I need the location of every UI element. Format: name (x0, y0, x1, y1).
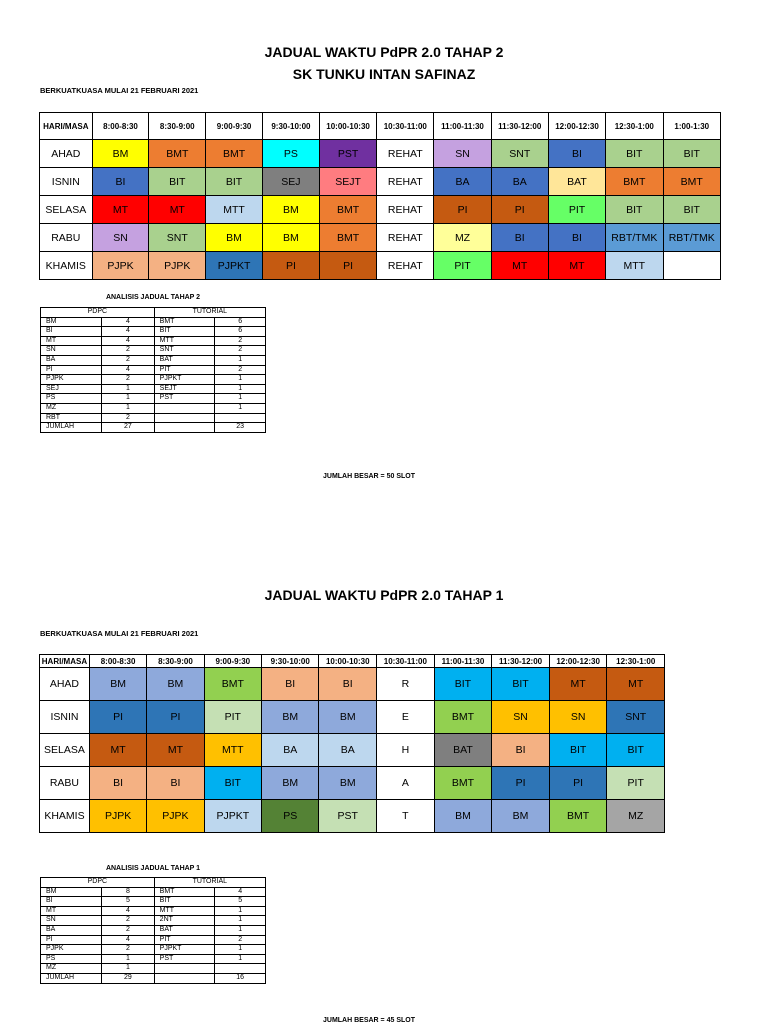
subject-cell: BA (491, 168, 548, 196)
pdpc-count: 2 (102, 925, 154, 935)
tutorial-subject (154, 403, 215, 413)
tutorial-subject: BMT (154, 317, 215, 327)
tutorial-subject (154, 973, 215, 983)
analysis-header-row (41, 878, 266, 888)
subject-cell: BIT (663, 140, 721, 168)
tutorial-count: 1 (215, 384, 266, 394)
subject-cell: BMT (434, 701, 492, 734)
day-name: SELASA (40, 734, 90, 767)
pdpc-subject: PS (41, 954, 102, 964)
subject-cell: SN (549, 701, 607, 734)
pdpc-count: 4 (102, 935, 154, 945)
day-row (40, 800, 665, 833)
header-time-slot: 10:00-10:30 (319, 655, 377, 668)
tahap2-analysis-title: ANALISIS JADUAL TAHAP 2 (105, 294, 201, 301)
tutorial-count (215, 964, 266, 974)
tahap2-analysis-table (40, 307, 266, 433)
subject-cell: BM (492, 800, 550, 833)
subject-cell: BMT (606, 168, 663, 196)
tutorial-subject: BIT (154, 897, 215, 907)
subject-cell: BM (261, 701, 318, 734)
subject-cell: BI (319, 668, 377, 701)
subject-cell: BI (89, 767, 146, 800)
subject-cell: PI (434, 196, 491, 224)
tutorial-subject (154, 964, 215, 974)
analysis-row (41, 413, 266, 423)
tutorial-subject: SEJT (154, 384, 215, 394)
school-name: SK TUNKU INTAN SAFINAZ (292, 66, 476, 82)
subject-cell: MTT (606, 252, 663, 280)
subject-cell: PJPK (92, 252, 149, 280)
header-row (40, 655, 665, 668)
header-time-slot: 1:00-1:30 (663, 113, 721, 140)
day-name: KHAMIS (40, 800, 90, 833)
header-time-slot: 8:30-9:00 (149, 113, 206, 140)
subject-cell: BM (319, 701, 377, 734)
subject-cell: E (377, 701, 435, 734)
subject-cell: BM (262, 196, 319, 224)
header-time-slot: 11:00-11:30 (434, 113, 491, 140)
analysis-row (41, 375, 266, 385)
tahap2-effective-date: BERKUATKUASA MULAI 21 FEBRUARI 2021 (40, 86, 199, 95)
tahap1-timetable (39, 654, 665, 833)
tutorial-subject: PST (154, 394, 215, 404)
header-time-slot: 9:30-10:00 (261, 655, 318, 668)
subject-cell: BI (548, 224, 605, 252)
header-time-slot: 12:00-12:30 (548, 113, 605, 140)
analysis-row (41, 973, 266, 983)
tutorial-count (215, 413, 266, 423)
tutorial-subject: 2NT (154, 916, 215, 926)
header-row (40, 113, 721, 140)
subject-cell: PST (319, 800, 377, 833)
tutorial-count: 1 (215, 403, 266, 413)
subject-cell: MT (549, 668, 607, 701)
header-time-slot: 9:00-9:30 (206, 113, 263, 140)
subject-cell: PIT (204, 701, 261, 734)
pdpc-count: 5 (102, 897, 154, 907)
subject-cell: SN (492, 701, 550, 734)
pdpc-count: 1 (102, 403, 154, 413)
subject-cell: BIT (492, 668, 550, 701)
tahap2-timetable (39, 112, 721, 280)
subject-cell: T (377, 800, 435, 833)
subject-cell: A (377, 767, 435, 800)
subject-cell: PJPKT (206, 252, 263, 280)
subject-cell: SEJ (262, 168, 319, 196)
subject-cell: MTT (206, 196, 263, 224)
subject-cell: BMT (319, 224, 376, 252)
pdpc-header: PDPC (41, 878, 155, 888)
day-row (40, 224, 721, 252)
subject-cell: PIT (548, 196, 605, 224)
header-time-slot: 8:00-8:30 (92, 113, 149, 140)
tutorial-subject: MTT (154, 906, 215, 916)
analysis-row (41, 954, 266, 964)
pdpc-count: 4 (102, 336, 154, 346)
day-row (40, 734, 665, 767)
subject-cell: BM (89, 668, 146, 701)
header-time-slot: 10:00-10:30 (319, 113, 376, 140)
subject-cell: BA (261, 734, 318, 767)
pdpc-subject: BA (41, 355, 102, 365)
pdpc-count: 2 (102, 945, 154, 955)
subject-cell (663, 252, 721, 280)
subject-cell: REHAT (377, 196, 434, 224)
header-time-slot: 12:30-1:00 (607, 655, 665, 668)
pdpc-subject: PI (41, 935, 102, 945)
tahap1-title: JADUAL WAKTU PdPR 2.0 TAHAP 1 (264, 587, 504, 603)
analysis-row (41, 403, 266, 413)
subject-cell: BIT (549, 734, 607, 767)
pdpc-count: 27 (102, 423, 154, 433)
subject-cell: REHAT (377, 252, 434, 280)
subject-cell: PST (319, 140, 376, 168)
pdpc-count: 4 (102, 327, 154, 337)
pdpc-count: 2 (102, 916, 154, 926)
day-row (40, 252, 721, 280)
subject-cell: BI (492, 734, 550, 767)
subject-cell: BIT (607, 734, 665, 767)
pdpc-count: 29 (102, 973, 154, 983)
subject-cell: BM (206, 224, 263, 252)
day-name: RABU (40, 767, 90, 800)
analysis-row (41, 346, 266, 356)
subject-cell: BI (147, 767, 204, 800)
pdpc-count: 2 (102, 375, 154, 385)
pdpc-subject: MT (41, 906, 102, 916)
tutorial-subject: PIT (154, 365, 215, 375)
pdpc-subject: SN (41, 346, 102, 356)
tutorial-subject: PIT (154, 935, 215, 945)
day-name: ISNIN (40, 701, 90, 734)
day-name: ISNIN (40, 168, 93, 196)
header-time-slot: 12:00-12:30 (549, 655, 607, 668)
subject-cell: BI (491, 224, 548, 252)
subject-cell: BIT (663, 196, 721, 224)
pdpc-subject: RBT (41, 413, 102, 423)
analysis-row (41, 916, 266, 926)
tutorial-count: 1 (215, 925, 266, 935)
subject-cell: MT (149, 196, 206, 224)
tutorial-count: 1 (215, 945, 266, 955)
subject-cell: BM (261, 767, 318, 800)
pdpc-subject: BM (41, 317, 102, 327)
subject-cell: BIT (606, 196, 663, 224)
day-row (40, 701, 665, 734)
analysis-row (41, 327, 266, 337)
subject-cell: BIT (204, 767, 261, 800)
subject-cell: BA (434, 168, 491, 196)
subject-cell: PS (261, 800, 318, 833)
tahap2-grand-total: JUMLAH BESAR = 50 SLOT (323, 473, 415, 480)
analysis-row (41, 897, 266, 907)
tahap1-analysis-table (40, 877, 266, 984)
subject-cell: PIT (607, 767, 665, 800)
pdpc-subject: BM (41, 887, 102, 897)
header-time-slot: 9:00-9:30 (204, 655, 261, 668)
tahap1-effective-date: BERKUATKUASA MULAI 21 FEBRUARI 2021 (40, 629, 199, 638)
pdpc-subject: JUMLAH (41, 423, 102, 433)
subject-cell: SNT (149, 224, 206, 252)
subject-cell: PIT (434, 252, 491, 280)
pdpc-subject: BI (41, 897, 102, 907)
subject-cell: R (377, 668, 435, 701)
pdpc-subject: JUMLAH (41, 973, 102, 983)
analysis-row (41, 423, 266, 433)
subject-cell: SEJT (319, 168, 376, 196)
tahap1-analysis-title: ANALISIS JADUAL TAHAP 1 (105, 865, 201, 872)
subject-cell: REHAT (377, 168, 434, 196)
analysis-row (41, 964, 266, 974)
pdpc-count: 8 (102, 887, 154, 897)
tutorial-count: 1 (215, 906, 266, 916)
subject-cell: REHAT (377, 140, 434, 168)
tutorial-subject: PJPKT (154, 375, 215, 385)
pdpc-count: 4 (102, 317, 154, 327)
tutorial-count: 1 (215, 916, 266, 926)
subject-cell: RBT/TMK (663, 224, 721, 252)
tahap2-title: JADUAL WAKTU PdPR 2.0 TAHAP 2 (264, 44, 504, 60)
analysis-row (41, 365, 266, 375)
subject-cell: SNT (491, 140, 548, 168)
pdpc-header: PDPC (41, 308, 155, 318)
header-time-slot: 10:30-11:00 (377, 113, 434, 140)
tutorial-count: 5 (215, 897, 266, 907)
subject-cell: BIT (606, 140, 663, 168)
subject-cell: BM (319, 767, 377, 800)
tutorial-count: 2 (215, 935, 266, 945)
day-row (40, 668, 665, 701)
analysis-row (41, 355, 266, 365)
subject-cell: PI (492, 767, 550, 800)
header-day-label: HARI/MASA (40, 113, 93, 140)
subject-cell: SN (92, 224, 149, 252)
subject-cell: BAT (548, 168, 605, 196)
pdpc-subject: PS (41, 394, 102, 404)
header-time-slot: 11:30-12:00 (491, 113, 548, 140)
subject-cell: PI (89, 701, 146, 734)
subject-cell: MT (548, 252, 605, 280)
subject-cell: BM (262, 224, 319, 252)
pdpc-subject: PI (41, 365, 102, 375)
pdpc-subject: BA (41, 925, 102, 935)
tutorial-subject: SNT (154, 346, 215, 356)
pdpc-count: 1 (102, 384, 154, 394)
day-row (40, 140, 721, 168)
pdpc-count: 1 (102, 394, 154, 404)
tutorial-count: 2 (215, 346, 266, 356)
subject-cell: PJPK (149, 252, 206, 280)
day-name: KHAMIS (40, 252, 93, 280)
subject-cell: BMT (434, 767, 492, 800)
tutorial-subject: BAT (154, 355, 215, 365)
subject-cell: BMT (549, 800, 607, 833)
tutorial-count: 1 (215, 394, 266, 404)
subject-cell: MT (491, 252, 548, 280)
subject-cell: MT (607, 668, 665, 701)
analysis-row (41, 925, 266, 935)
tutorial-header: TUTORIAL (154, 878, 265, 888)
tahap1-grand-total: JUMLAH BESAR = 45 SLOT (323, 1017, 415, 1024)
pdpc-subject: PJPK (41, 945, 102, 955)
subject-cell: BMT (319, 196, 376, 224)
subject-cell: PI (262, 252, 319, 280)
subject-cell: BI (261, 668, 318, 701)
tutorial-count: 6 (215, 317, 266, 327)
tutorial-count: 6 (215, 327, 266, 337)
subject-cell: BM (147, 668, 204, 701)
day-name: SELASA (40, 196, 93, 224)
tutorial-subject: BMT (154, 887, 215, 897)
subject-cell: PJPK (147, 800, 204, 833)
pdpc-subject: SN (41, 916, 102, 926)
subject-cell: BI (548, 140, 605, 168)
subject-cell: BMT (206, 140, 263, 168)
tutorial-count: 23 (215, 423, 266, 433)
header-time-slot: 8:00-8:30 (89, 655, 146, 668)
pdpc-subject: MZ (41, 403, 102, 413)
subject-cell: SNT (607, 701, 665, 734)
header-time-slot: 9:30-10:00 (262, 113, 319, 140)
pdpc-count: 4 (102, 906, 154, 916)
subject-cell: MTT (204, 734, 261, 767)
tutorial-subject: BIT (154, 327, 215, 337)
subject-cell: PJPKT (204, 800, 261, 833)
pdpc-count: 2 (102, 355, 154, 365)
day-row (40, 196, 721, 224)
tutorial-subject: PJPKT (154, 945, 215, 955)
subject-cell: PI (549, 767, 607, 800)
subject-cell: MT (147, 734, 204, 767)
subject-cell: RBT/TMK (606, 224, 663, 252)
subject-cell: BAT (434, 734, 492, 767)
subject-cell: PI (147, 701, 204, 734)
subject-cell: BI (92, 168, 149, 196)
tutorial-subject: BAT (154, 925, 215, 935)
tutorial-count: 2 (215, 336, 266, 346)
pdpc-count: 1 (102, 964, 154, 974)
analysis-row (41, 394, 266, 404)
analysis-row (41, 887, 266, 897)
subject-cell: BIT (434, 668, 492, 701)
header-day-label: HARI/MASA (40, 655, 90, 668)
day-row (40, 168, 721, 196)
tutorial-count: 2 (215, 365, 266, 375)
tutorial-count: 4 (215, 887, 266, 897)
analysis-row (41, 906, 266, 916)
subject-cell: BM (434, 800, 492, 833)
analysis-row (41, 945, 266, 955)
tutorial-subject: MTT (154, 336, 215, 346)
day-name: AHAD (40, 140, 93, 168)
subject-cell: BMT (663, 168, 721, 196)
subject-cell: PI (319, 252, 376, 280)
tutorial-subject (154, 413, 215, 423)
day-name: AHAD (40, 668, 90, 701)
pdpc-subject: MT (41, 336, 102, 346)
analysis-row (41, 336, 266, 346)
subject-cell: PJPK (89, 800, 146, 833)
subject-cell: BA (319, 734, 377, 767)
pdpc-subject: MZ (41, 964, 102, 974)
tutorial-count: 16 (215, 973, 266, 983)
tutorial-count: 1 (215, 355, 266, 365)
subject-cell: BM (92, 140, 149, 168)
subject-cell: PS (262, 140, 319, 168)
pdpc-subject: PJPK (41, 375, 102, 385)
subject-cell: MT (92, 196, 149, 224)
header-time-slot: 12:30-1:00 (606, 113, 663, 140)
header-time-slot: 11:30-12:00 (492, 655, 550, 668)
analysis-row (41, 935, 266, 945)
subject-cell: MT (89, 734, 146, 767)
pdpc-count: 1 (102, 954, 154, 964)
tutorial-subject: PST (154, 954, 215, 964)
subject-cell: REHAT (377, 224, 434, 252)
subject-cell: MZ (434, 224, 491, 252)
subject-cell: PI (491, 196, 548, 224)
subject-cell: BMT (204, 668, 261, 701)
header-time-slot: 10:30-11:00 (377, 655, 435, 668)
pdpc-subject: BI (41, 327, 102, 337)
header-time-slot: 8:30-9:00 (147, 655, 204, 668)
header-time-slot: 11:00-11:30 (434, 655, 492, 668)
day-row (40, 767, 665, 800)
tutorial-subject (154, 423, 215, 433)
subject-cell: SN (434, 140, 491, 168)
analysis-header-row (41, 308, 266, 318)
tutorial-header: TUTORIAL (154, 308, 265, 318)
day-name: RABU (40, 224, 93, 252)
pdpc-subject: SEJ (41, 384, 102, 394)
analysis-row (41, 317, 266, 327)
tutorial-count: 1 (215, 954, 266, 964)
pdpc-count: 2 (102, 346, 154, 356)
pdpc-count: 2 (102, 413, 154, 423)
subject-cell: BIT (149, 168, 206, 196)
subject-cell: H (377, 734, 435, 767)
subject-cell: BIT (206, 168, 263, 196)
subject-cell: BMT (149, 140, 206, 168)
pdpc-count: 4 (102, 365, 154, 375)
subject-cell: MZ (607, 800, 665, 833)
tutorial-count: 1 (215, 375, 266, 385)
analysis-row (41, 384, 266, 394)
